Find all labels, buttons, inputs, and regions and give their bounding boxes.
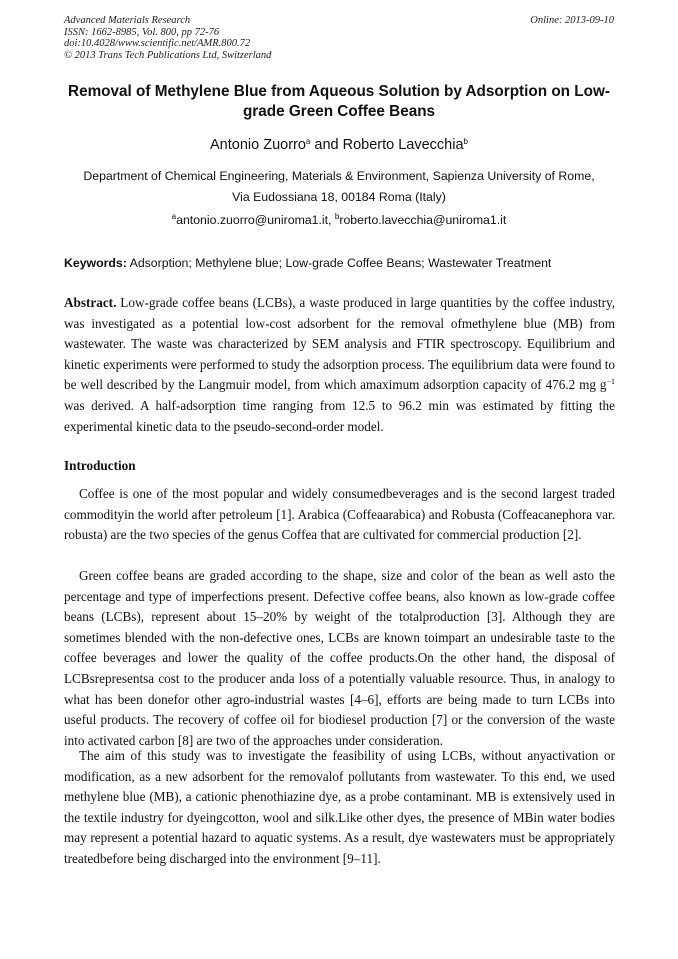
email-1: antonio.zuorro@uniroma1.it, [176,213,335,227]
intro-paragraph-2 [64,566,615,751]
issn-line: ISSN: 1662-8985, Vol. 800, pp 72-76 [64,26,220,38]
author-emails [64,213,614,227]
authors [64,137,614,153]
abstract-label: Abstract. [64,295,117,310]
email-2-mark: b [334,212,340,221]
section-heading-introduction: Introduction [64,458,136,473]
abstract [64,293,615,437]
abstract-text-1: Low-grade coffee beans (LCBs), a waste produced in large quantities by the coffee industry, was investigated as a potential low-cost adsorbent for the removal ofmethylene blue (MB) from wastewater. The waste was characterized by SEM analysis and FTIR spectroscopy. Equilibrium and kinetic experiments were performed to study the adsorption process. The equilibrium data were found to be well described by the Langmuir model, from which amaximum adsorption capacity of 476.2 mg g [64,295,615,393]
journal-header [64,15,271,61]
intro-paragraph-1 [64,484,615,546]
intro-paragraph-3 [64,746,615,870]
author-1-affil-mark: a [305,137,311,146]
email-2: roberto.lavecchia@uniroma1.it [339,213,507,227]
paper-title: Removal of Methylene Blue from Aqueous Solution by Adsorption on Low-grade Green Coffee Beans [68,83,610,120]
intro-paragraph-3-text: The aim of this study was to investigate the feasibility of using LCBs, without anyactivation or modification, as a new adsorbent for the removalof pollutants from wastewater. To this end, we used methylene blue (MB), a cationic phenothiazine dye, as a probe contaminant. MB is extensively used in the textile industry for dyeingcotton, wool and silk.Like other dyes, the presence of MBin water bodies may represent a potential hazard to aquatic systems. As a result, dye wastewaters must be appropriately treatedbefore being discharged into the environment [9–11]. [64,748,615,866]
abstract-text-2: was derived. A half-adsorption time ranging from 12.5 to 96.2 min was estimated by fitting the experimental kinetic data to the pseudo-second-order model. [64,397,615,434]
intro-paragraph-1-text: Coffee is one of the most popular and widely consumedbeverages and is the second largest traded commodityin the world after petroleum [1]. Arabica (Coffeaarabica) and Robusta (Coffeacanephora var. robusta) are the two species of the genus Coffea that are cultivated for commercial production [2]. [64,486,615,543]
author-2: Roberto Lavecchia [342,137,464,153]
intro-paragraph-2-text: Green coffee beans are graded according to the shape, size and color of the bean as well asto the percentage and type of imperfections present. Defective coffee beans, also known as low-grade coffee beans (LCBs), represent about 15–20% by weight of the totalproduction [3]. Although they are sometimes blended with the non-defective ones, LCBs are known toimpart an undesirable taste to the coffee beverages and lower the quality of the coffee products.On the other hand, the disposal of LCBsrepresentsa cost to the producer anda loss of a potentially valuable resource. Thus, in analogy to what has been donefor other agro-industrial wastes [4–6], efforts are being made to turn LCBs into useful products. The recovery of coffee oil for biodiesel production [7] or the conversion of the waste into activated carbon [8] are two of the approaches under consideration. [64,568,615,748]
abstract-unit-exponent: −1 [606,377,615,387]
affiliation-line-1: Department of Chemical Engineering, Materials & Environment, Sapienza University of Rome, [83,169,595,183]
affiliation [64,166,614,208]
online-date: Online: 2013-09-10 [530,15,614,26]
keywords-label: Keywords: [64,256,127,270]
journal-name: Advanced Materials Research [64,15,191,26]
copyright-line: © 2013 Trans Tech Publications Ltd, Switzerland [64,49,272,61]
author-1: Antonio Zuorro [210,137,306,153]
keywords [64,256,551,270]
keywords-list: Adsorption; Methylene blue; Low-grade Coffee Beans; Wastewater Treatment [126,256,552,270]
email-1-mark: a [171,212,177,221]
author-2-affil-mark: b [463,137,468,146]
doi-line: doi:10.4028/www.scientific.net/AMR.800.72 [64,38,251,49]
affiliation-line-2: Via Eudossiana 18, 00184 Roma (Italy) [232,190,446,204]
authors-conjunction: and [310,137,343,153]
